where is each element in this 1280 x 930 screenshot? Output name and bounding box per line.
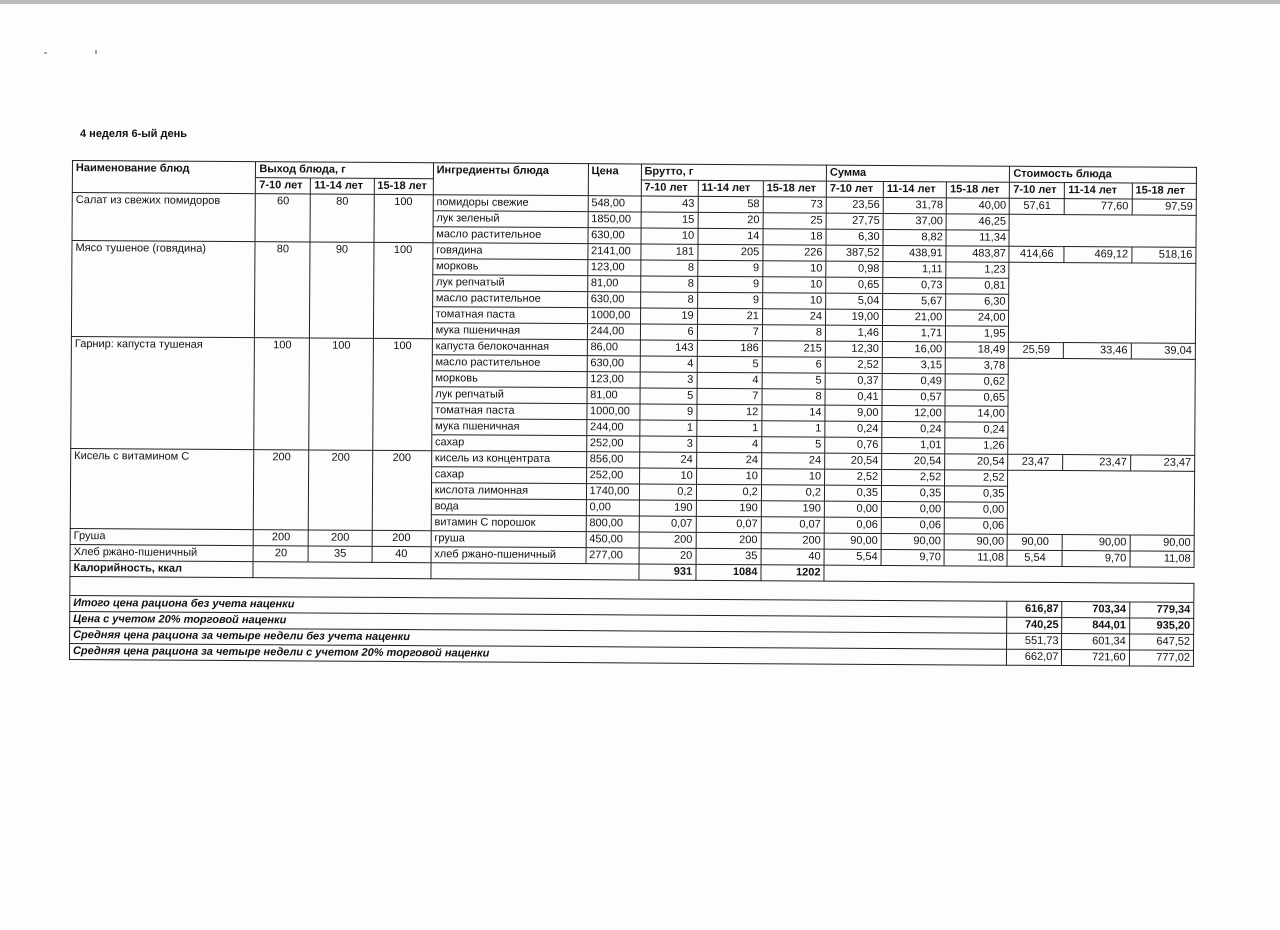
header-age: 11-14 лет — [311, 178, 374, 194]
dish-cost: 90,00 — [1063, 535, 1130, 551]
sum-value: 1,11 — [883, 261, 946, 277]
total-value: 601,34 — [1062, 634, 1129, 650]
brutto-value: 0,2 — [639, 484, 696, 500]
brutto-value: 10 — [762, 293, 825, 309]
brutto-value: 1 — [762, 421, 825, 437]
sum-value: 483,87 — [946, 246, 1009, 262]
empty-cell — [1008, 358, 1195, 455]
brutto-value: 9 — [640, 404, 697, 420]
total-value: 779,34 — [1129, 602, 1193, 618]
sum-value: 1,71 — [882, 325, 945, 341]
sum-value: 0,06 — [824, 517, 881, 533]
sum-value: 0,41 — [825, 389, 882, 405]
brutto-value: 186 — [697, 340, 762, 356]
ingredient-price: 630,00 — [587, 292, 640, 308]
sum-value: 2,52 — [882, 469, 945, 485]
dish-output: 20 — [253, 546, 308, 562]
brutto-value: 20 — [639, 548, 696, 564]
sum-value: 20,54 — [882, 453, 945, 469]
dish-cost: 518,16 — [1132, 247, 1196, 263]
sum-value: 0,37 — [825, 373, 882, 389]
brutto-value: 4 — [640, 356, 697, 372]
sum-value: 0,57 — [882, 389, 945, 405]
sum-value: 0,76 — [825, 437, 882, 453]
sum-value: 0,35 — [882, 485, 945, 501]
dish-name: Мясо тушеное (говядина) — [71, 241, 255, 338]
dish-output: 40 — [372, 546, 431, 562]
ingredient-price: 1000,00 — [587, 404, 640, 420]
brutto-value: 6 — [762, 357, 825, 373]
sum-value: 1,23 — [946, 262, 1009, 278]
sum-value: 387,52 — [826, 245, 883, 261]
brutto-value: 15 — [641, 212, 698, 228]
dish-output: 35 — [308, 546, 371, 562]
menu-body — [70, 193, 1196, 568]
sum-value: 0,00 — [881, 501, 944, 517]
sum-value: 3,78 — [945, 358, 1008, 374]
brutto-value: 0,07 — [761, 517, 824, 533]
ingredient-price: 1740,00 — [586, 484, 639, 500]
empty-cell — [1009, 214, 1196, 247]
empty-cell — [1008, 470, 1195, 535]
dish-name: Кисель с витамином С — [70, 448, 254, 529]
total-value: 647,52 — [1129, 634, 1193, 650]
header-ingredients: Ингредиенты блюда — [433, 163, 588, 196]
ingredient-price: 630,00 — [588, 228, 641, 244]
sum-value: 0,24 — [945, 422, 1008, 438]
header-dish: Наименование блюд — [72, 161, 256, 194]
ingredient-price: 252,00 — [586, 436, 639, 452]
header-age: 15-18 лет — [763, 181, 826, 197]
dish-output: 80 — [255, 242, 311, 338]
sum-value: 2,52 — [825, 357, 882, 373]
header-sum: Сумма — [826, 165, 1010, 182]
sum-value: 0,73 — [883, 277, 946, 293]
brutto-value: 14 — [762, 405, 825, 421]
ingredient-price: 252,00 — [586, 468, 639, 484]
calories-value: 931 — [639, 564, 696, 580]
brutto-value: 4 — [696, 436, 761, 452]
empty-cell — [253, 562, 430, 579]
brutto-value: 7 — [697, 324, 762, 340]
sum-value: 1,26 — [945, 438, 1008, 454]
ingredient-name: капуста белокочанная — [432, 339, 587, 356]
summary-body — [69, 560, 1194, 666]
ingredient-name: масло растительное — [432, 291, 587, 308]
ingredient-price: 123,00 — [587, 260, 640, 276]
dish-output: 200 — [254, 450, 310, 530]
ingredient-name: томатная паста — [432, 403, 587, 420]
total-value: 740,25 — [1007, 617, 1062, 633]
sum-value: 20,54 — [945, 454, 1008, 470]
sum-value: 0,49 — [882, 373, 945, 389]
sum-value: 0,35 — [945, 486, 1008, 502]
ingredient-price: 123,00 — [587, 372, 640, 388]
sum-value: 31,78 — [883, 197, 946, 213]
ingredient-name: мука пшеничная — [432, 419, 587, 436]
brutto-value: 24 — [696, 452, 761, 468]
header-age: 15-18 лет — [374, 178, 433, 194]
dish-output: 100 — [309, 338, 373, 450]
sum-value: 8,82 — [883, 229, 946, 245]
header-output: Выход блюда, г — [256, 162, 433, 179]
dish-cost: 57,61 — [1010, 198, 1065, 214]
ingredient-price: 81,00 — [587, 276, 640, 292]
ingredient-name: хлеб ржано-пшеничный — [431, 547, 586, 564]
dish-name: Хлеб ржано-пшеничный — [70, 544, 254, 561]
ingredient-price: 630,00 — [587, 356, 640, 372]
brutto-value: 0,07 — [639, 516, 696, 532]
brutto-value: 5 — [762, 437, 825, 453]
brutto-value: 0,2 — [761, 485, 824, 501]
sum-value: 11,08 — [944, 550, 1007, 566]
brutto-value: 21 — [697, 308, 762, 324]
sum-value: 0,65 — [945, 390, 1008, 406]
brutto-value: 12 — [697, 404, 762, 420]
ingredient-name: говядина — [433, 243, 588, 260]
sum-value: 20,54 — [825, 453, 882, 469]
dish-output: 100 — [254, 338, 310, 450]
brutto-value: 226 — [763, 245, 826, 261]
menu-table — [69, 160, 1197, 667]
brutto-value: 8 — [640, 292, 697, 308]
brutto-value: 40 — [761, 549, 824, 565]
ingredient-price: 856,00 — [586, 452, 639, 468]
sum-value: 19,00 — [826, 309, 883, 325]
total-label: Итого цена рациона без учета наценки — [70, 595, 1008, 617]
ingredient-name: масло растительное — [433, 227, 588, 244]
brutto-value: 58 — [698, 196, 763, 212]
brutto-value: 24 — [761, 453, 824, 469]
ingredient-price: 81,00 — [587, 388, 640, 404]
sum-value: 0,35 — [824, 485, 881, 501]
dish-output: 60 — [255, 194, 310, 242]
ingredient-price: 244,00 — [586, 420, 639, 436]
sum-value: 0,24 — [825, 421, 882, 437]
brutto-value: 0,2 — [696, 484, 761, 500]
total-value: 551,73 — [1007, 633, 1062, 649]
sum-value: 9,00 — [825, 405, 882, 421]
dish-output: 100 — [373, 242, 433, 338]
sum-value: 12,30 — [825, 341, 882, 357]
ingredient-price: 450,00 — [586, 532, 639, 548]
dish-cost: 39,04 — [1131, 343, 1195, 359]
sum-value: 27,75 — [826, 213, 883, 229]
brutto-value: 9 — [697, 292, 762, 308]
header-price: Цена — [588, 164, 641, 196]
dish-cost: 469,12 — [1064, 247, 1131, 263]
sum-value: 9,70 — [881, 549, 944, 565]
sum-value: 90,00 — [944, 534, 1007, 550]
dish-name: Гарнир: капуста тушеная — [71, 336, 255, 449]
brutto-value: 200 — [696, 532, 761, 548]
dish-cost: 77,60 — [1065, 199, 1132, 215]
sum-value: 1,95 — [946, 326, 1009, 342]
sum-value: 16,00 — [882, 341, 945, 357]
sum-value: 0,62 — [945, 374, 1008, 390]
dish-cost: 33,46 — [1064, 343, 1131, 359]
dish-cost: 11,08 — [1130, 551, 1194, 567]
sum-value: 40,00 — [946, 198, 1009, 214]
sum-value: 5,04 — [826, 293, 883, 309]
header-age: 15-18 лет — [1132, 183, 1196, 199]
sum-value: 0,81 — [946, 278, 1009, 294]
dish-output: 200 — [309, 530, 372, 546]
total-value: 703,34 — [1062, 602, 1129, 618]
sum-value: 11,34 — [946, 230, 1009, 246]
page-title: 4 неделя 6-ый день — [80, 128, 187, 140]
sum-value: 90,00 — [824, 533, 881, 549]
dish-output: 100 — [372, 338, 432, 450]
sum-value: 6,30 — [946, 294, 1009, 310]
total-value: 616,87 — [1007, 601, 1062, 617]
header-cost: Стоимость блюда — [1010, 166, 1197, 183]
calories-value: 1202 — [761, 565, 824, 581]
brutto-value: 10 — [696, 468, 761, 484]
brutto-value: 24 — [639, 452, 696, 468]
header-age: 11-14 лет — [883, 181, 946, 197]
ingredient-price: 800,00 — [586, 516, 639, 532]
total-value: 662,07 — [1007, 649, 1062, 665]
total-value: 844,01 — [1062, 618, 1129, 634]
sum-value: 23,56 — [826, 197, 883, 213]
sum-value: 6,30 — [826, 229, 883, 245]
ingredient-name: помидоры свежие — [433, 195, 588, 212]
brutto-value: 143 — [640, 340, 697, 356]
ingredient-name: витамин С порошок — [431, 515, 586, 532]
dish-cost: 90,00 — [1130, 535, 1194, 551]
sum-value: 18,49 — [946, 342, 1009, 358]
brutto-value: 0,07 — [696, 516, 761, 532]
dish-output: 80 — [310, 194, 373, 242]
sum-value: 2,52 — [825, 469, 882, 485]
header-brutto: Брутто, г — [641, 164, 827, 181]
brutto-value: 190 — [639, 500, 696, 516]
ingredient-price: 0,00 — [586, 500, 639, 516]
dish-cost: 25,59 — [1009, 342, 1064, 358]
scan-edge — [0, 0, 1280, 4]
sum-value: 21,00 — [883, 309, 946, 325]
sum-value: 0,24 — [882, 421, 945, 437]
ingredient-name: морковь — [433, 259, 588, 276]
ingredient-name: лук зеленый — [433, 211, 588, 228]
brutto-value: 200 — [761, 533, 824, 549]
scan-speck — [44, 52, 47, 54]
brutto-value: 5 — [640, 388, 697, 404]
ingredient-name: сахар — [431, 467, 586, 484]
brutto-value: 8 — [762, 389, 825, 405]
ingredient-name: лук репчатый — [432, 387, 587, 404]
ingredient-price: 2141,00 — [587, 244, 640, 260]
total-value: 721,60 — [1062, 650, 1129, 666]
dish-cost: 97,59 — [1132, 199, 1196, 215]
total-value: 777,02 — [1129, 650, 1193, 666]
scan-speck — [95, 50, 97, 54]
brutto-value: 25 — [763, 213, 826, 229]
brutto-value: 205 — [698, 244, 763, 260]
brutto-value: 1 — [696, 420, 761, 436]
sum-value: 24,00 — [946, 310, 1009, 326]
brutto-value: 190 — [696, 500, 761, 516]
brutto-value: 10 — [761, 469, 824, 485]
brutto-value: 181 — [640, 244, 697, 260]
dish-cost: 90,00 — [1008, 534, 1063, 550]
brutto-value: 73 — [763, 197, 826, 213]
menu-sheet — [69, 160, 1197, 667]
brutto-value: 190 — [761, 501, 824, 517]
header-age: 7-10 лет — [826, 181, 883, 197]
empty-cell — [1009, 262, 1196, 343]
header-age: 7-10 лет — [256, 178, 311, 194]
brutto-value: 1 — [639, 420, 696, 436]
sum-value: 14,00 — [945, 406, 1008, 422]
ingredient-name: лук репчатый — [432, 275, 587, 292]
ingredient-price: 1000,00 — [587, 308, 640, 324]
brutto-value: 6 — [640, 324, 697, 340]
dish-name: Салат из свежих помидоров — [72, 193, 256, 242]
brutto-value: 7 — [697, 388, 762, 404]
dish-cost: 414,66 — [1009, 246, 1064, 262]
sum-value: 12,00 — [882, 405, 945, 421]
dish-cost: 23,47 — [1063, 455, 1130, 471]
sum-value: 438,91 — [883, 245, 946, 261]
brutto-value: 10 — [763, 261, 826, 277]
sum-value: 1,01 — [882, 437, 945, 453]
brutto-value: 43 — [641, 196, 698, 212]
ingredient-price: 244,00 — [587, 324, 640, 340]
ingredient-name: кислота лимонная — [431, 483, 586, 500]
sum-value: 1,46 — [825, 325, 882, 341]
brutto-value: 8 — [640, 276, 697, 292]
brutto-value: 10 — [641, 228, 698, 244]
brutto-value: 4 — [697, 372, 762, 388]
ingredient-price: 277,00 — [586, 548, 639, 564]
empty-cell — [431, 563, 639, 580]
dish-output: 200 — [372, 530, 431, 546]
calories-value: 1084 — [696, 564, 761, 580]
sum-value: 37,00 — [883, 213, 946, 229]
brutto-value: 8 — [640, 260, 697, 276]
dish-output: 200 — [254, 530, 309, 546]
sum-value: 5,54 — [824, 549, 881, 565]
brutto-value: 3 — [639, 436, 696, 452]
ingredient-price: 548,00 — [588, 196, 641, 212]
sum-value: 2,52 — [945, 470, 1008, 486]
brutto-value: 14 — [698, 228, 763, 244]
calories-label: Калорийность, ккал — [70, 560, 254, 577]
brutto-value: 3 — [640, 372, 697, 388]
ingredient-name: кисель из концентрата — [431, 451, 586, 468]
sum-value: 0,06 — [881, 517, 944, 533]
ingredient-name: сахар — [431, 435, 586, 452]
dish-output: 200 — [372, 450, 432, 530]
brutto-value: 10 — [763, 277, 826, 293]
dish-cost: 23,47 — [1130, 455, 1194, 471]
total-label: Средняя цена рациона за четыре недели с учетом 20% торговой наценки — [69, 643, 1007, 665]
brutto-value: 200 — [639, 532, 696, 548]
dish-cost: 5,54 — [1007, 550, 1062, 566]
ingredient-name: томатная паста — [432, 307, 587, 324]
total-label: Средняя цена рациона за четыре недели без учета наценки — [70, 627, 1008, 649]
brutto-value: 20 — [698, 212, 763, 228]
ingredient-name: морковь — [432, 371, 587, 388]
sum-value: 3,15 — [882, 357, 945, 373]
dish-cost: 9,70 — [1062, 551, 1129, 567]
dish-output: 200 — [309, 450, 373, 530]
ingredient-name: груша — [431, 531, 586, 548]
brutto-value: 215 — [762, 341, 825, 357]
sum-value: 0,06 — [944, 518, 1007, 534]
brutto-value: 10 — [639, 468, 696, 484]
dish-output: 100 — [374, 194, 433, 242]
sum-value: 0,98 — [826, 261, 883, 277]
ingredient-name: масло растительное — [432, 355, 587, 372]
brutto-value: 18 — [763, 229, 826, 245]
brutto-value: 9 — [697, 276, 762, 292]
total-value: 935,20 — [1129, 618, 1193, 634]
header-age: 7-10 лет — [1010, 182, 1065, 198]
brutto-value: 5 — [697, 356, 762, 372]
brutto-value: 5 — [762, 373, 825, 389]
dish-output: 90 — [310, 242, 374, 338]
sum-value: 0,65 — [826, 277, 883, 293]
brutto-value: 35 — [696, 548, 761, 564]
ingredient-name: мука пшеничная — [432, 323, 587, 340]
header-age: 7-10 лет — [641, 180, 698, 196]
sum-value: 0,00 — [945, 502, 1008, 518]
brutto-value: 8 — [762, 325, 825, 341]
sum-value: 5,67 — [883, 293, 946, 309]
header-age: 15-18 лет — [947, 182, 1010, 198]
sum-value: 90,00 — [881, 533, 944, 549]
dish-name: Груша — [70, 528, 254, 545]
dish-cost: 23,47 — [1008, 454, 1063, 470]
brutto-value: 9 — [697, 260, 762, 276]
header-age: 11-14 лет — [698, 180, 763, 196]
total-label: Цена с учетом 20% торговой наценки — [70, 611, 1008, 633]
sum-value: 46,25 — [946, 214, 1009, 230]
ingredient-price: 86,00 — [587, 340, 640, 356]
brutto-value: 19 — [640, 308, 697, 324]
ingredient-price: 1850,00 — [588, 212, 641, 228]
header-age: 11-14 лет — [1065, 183, 1132, 199]
brutto-value: 24 — [762, 309, 825, 325]
ingredient-name: вода — [431, 499, 586, 516]
sum-value: 0,00 — [824, 501, 881, 517]
